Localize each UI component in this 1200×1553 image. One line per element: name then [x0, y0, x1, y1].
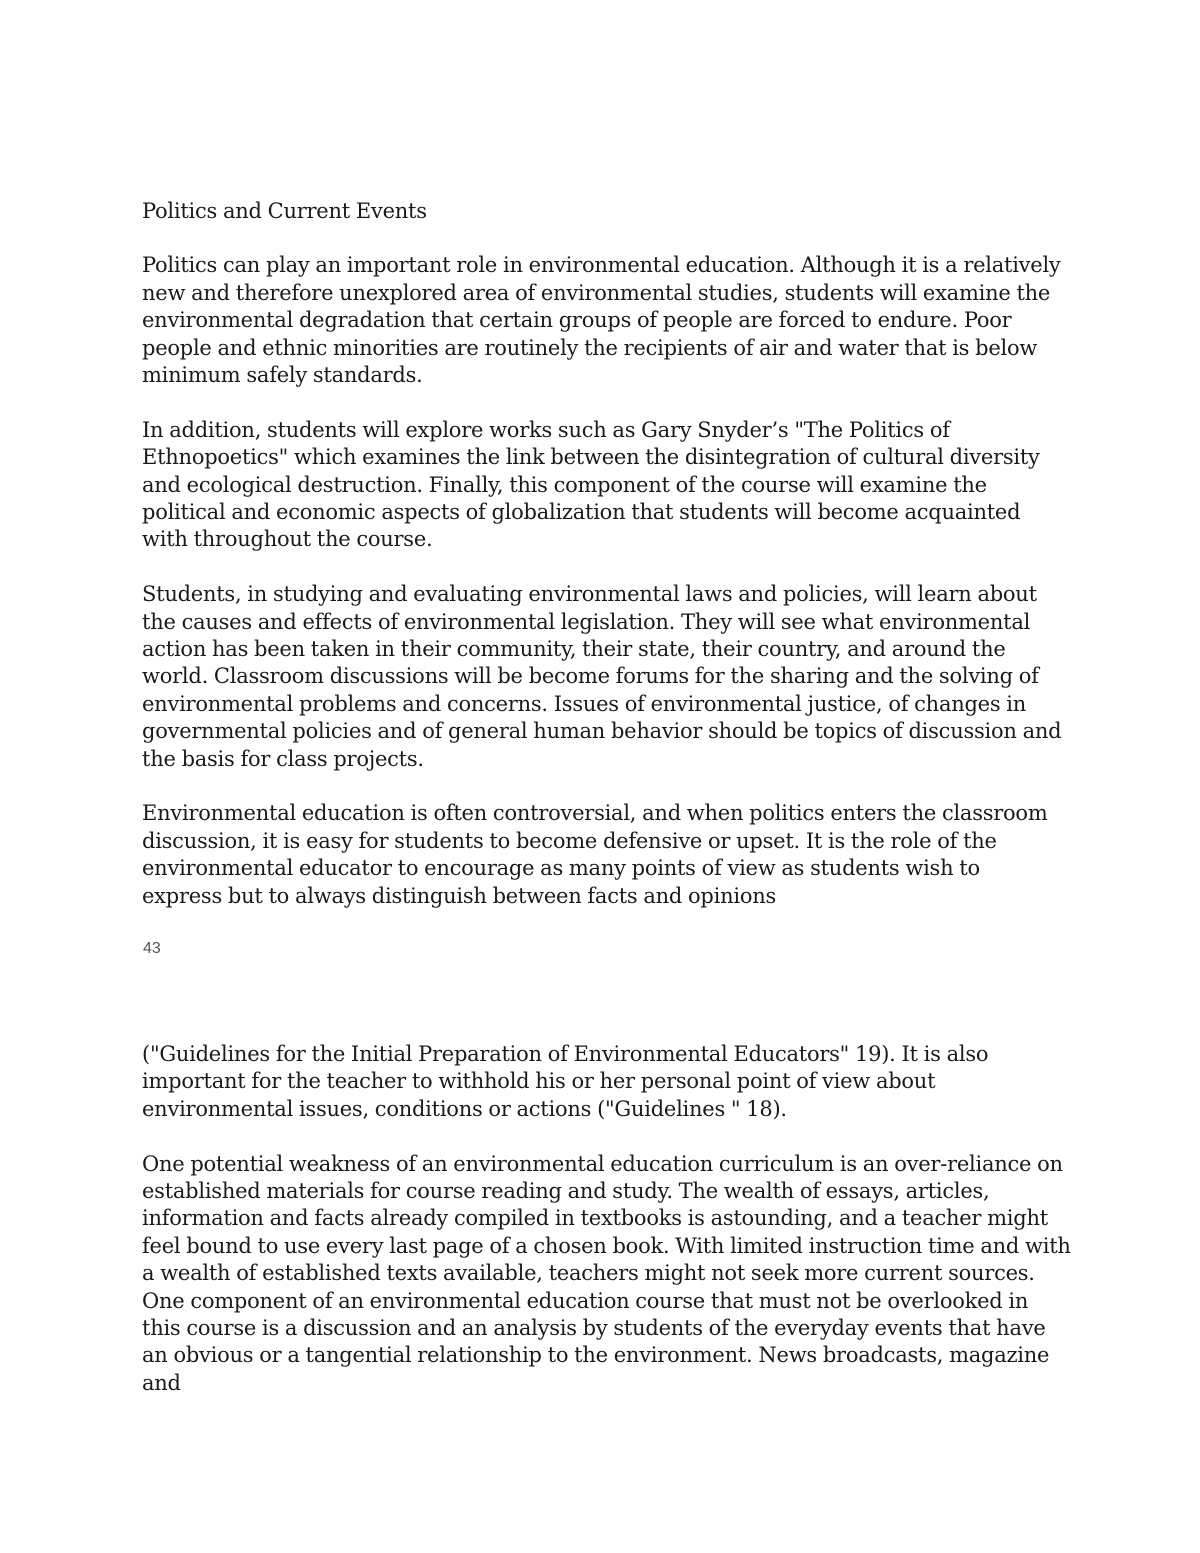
paragraph-politics-role: Politics can play an important role in environmental education. Although it is a relatively new and therefore unexplored area of environmental studies, students will examine the environmental degradation that certain groups of people are forced to endure. Poor people and ethnic minorities are routinely the recipients of air and water that is below minimum safely standards.	[142, 253, 1061, 388]
paragraph-snyder-ethnopoetics: In addition, students will explore works such as Gary Snyder’s "The Politics of Ethnopoetics" which examines the link between the disintegration of cultural diversity and ecological destruction. Finally, this component of the course will examine the political and economic aspects of globalization that students will become acquainted with throughout the course.	[142, 417, 1040, 552]
page-number: 43	[143, 940, 161, 957]
page-44-content	[142, 1041, 1072, 1397]
paragraph-controversial: Environmental education is often controversial, and when politics enters the classroom discussion, it is easy for students to become defensive or upset. It is the role of the environmental educator to encourage as many points of view as students wish to express but to always distinguish between facts and opinions	[142, 801, 1048, 908]
paragraph-environmental-laws: Students, in studying and evaluating environmental laws and policies, will learn about the causes and effects of environmental legislation. They will see what environmental action has been taken in their community, their state, their country, and around the world. Classroom discussions will be become forums for the sharing and the solving of environmental problems and concerns. Issues of environmental justice, of changes in governmental policies and of general human behavior should be topics of discussion and the basis for class projects.	[142, 582, 1062, 771]
section-heading: Politics and Current Events	[142, 199, 427, 223]
paragraph-curriculum-weakness: One potential weakness of an environmental education curriculum is an over-reliance on established materials for course reading and study. The wealth of essays, articles, information and facts already compiled in textbooks is astounding, and a teacher might feel bound to use every last page of a chosen book. With limited instruction time and with a wealth of established texts available, teachers might not seek more current sources. One component of an environmental education course that must not be overlooked in this course is a discussion and an analysis by students of the everyday events that have an obvious or a tangential relationship to the environment. News broadcasts, magazine and	[142, 1151, 1071, 1395]
paragraph-guidelines-citation: ("Guidelines for the Initial Preparation of Environmental Educators" 19). It is also important for the teacher to withhold his or her personal point of view about environmental issues, conditions or actions ("Guidelines " 18).	[142, 1042, 989, 1121]
page-43-content	[142, 198, 1062, 910]
